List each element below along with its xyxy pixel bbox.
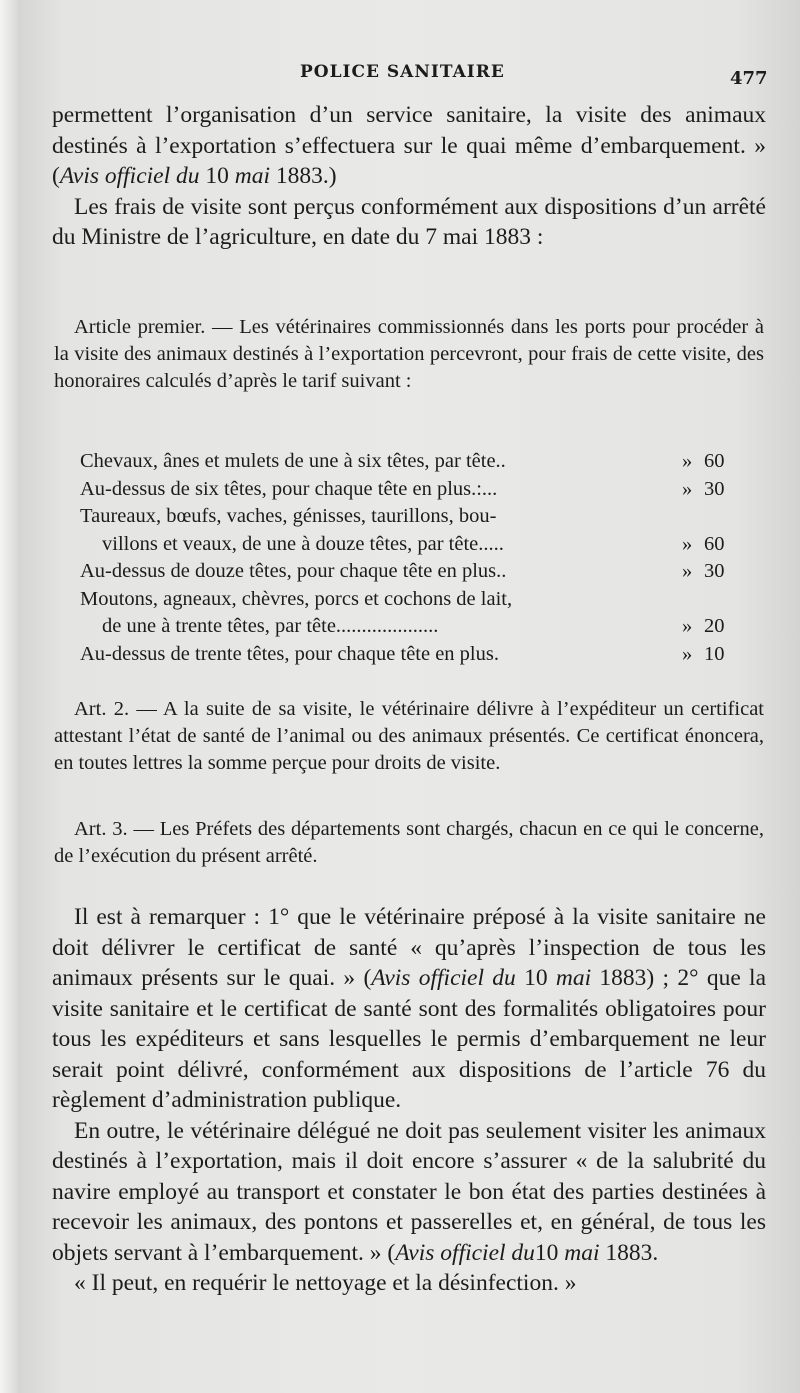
page-gutter-shadow — [0, 0, 18, 1393]
tariff-row: villons et veaux, de une à douze têtes, par tête..... » 60 — [102, 532, 725, 555]
page-number: 477 — [730, 68, 768, 89]
article-1-text: Article premier. — Les vétérinaires commissionnés dans les ports pour procéder à la visite des animaux destinés à l’exportation percevront, pour frais de cette visite, des honoraires calculés d’après le tarif suivant : — [54, 316, 764, 392]
article-2-text: Art. 2. — A la suite de sa visite, le vétérinaire délivre à l’expéditeur un certificat attestant l’état de santé de l’animal ou des animaux présentés. Ce certificat énoncera, en toutes lettres la somme perçue pour droits de visite. — [54, 698, 764, 774]
closing-text — [52, 902, 766, 1299]
article-3 — [54, 816, 764, 870]
tariff-row: de une à trente têtes, par tête.................... » 20 — [102, 615, 725, 637]
tariff-row: Au-dessus de douze têtes, pour chaque tête en plus.. » 30 — [80, 560, 725, 582]
tariff-row: Au-dessus de trente têtes, pour chaque tête en plus. » 10 — [80, 642, 725, 665]
tariff-table — [80, 448, 740, 668]
closing-paragraph-3: « Il peut, en requérir le nettoyage et la désinfection. » — [74, 1270, 577, 1296]
intro-text — [52, 100, 766, 253]
page-header — [0, 58, 800, 88]
closing-paragraph-1: Il est à remarquer : 1° que le vétérinaire préposé à la visite sanitaire ne doit délivrer le certificat de santé « qu’après l’inspection de tous les animaux présents sur le quai. » (Avis officiel du 10 mai 1883) ; 2° que la visite sanitaire et le certificat de santé sont des formalités obligatoires pour tous les expéditeurs et sans lesquelles le permis d’embarquement ne leur serait point délivré, conformément aux dispositions de l’article 76 du règlement d’administration publique. — [52, 904, 767, 1113]
running-title: POLICE SANITAIRE — [300, 62, 505, 82]
tariff-row: Taureaux, bœufs, vaches, génisses, taurillons, bou- — [80, 505, 497, 527]
tariff-row: Chevaux, ânes et mulets de une à six têtes, par tête.. » 60 — [80, 450, 725, 472]
article-2 — [54, 696, 764, 777]
article-3-text: Art. 3. — Les Préfets des départements sont chargés, chacun en ce qui le concerne, de l’exécution du présent arrêté. — [54, 818, 764, 867]
intro-paragraph-1: permettent l’organisation d’un service sanitaire, la visite des animaux destinés à l’exportation s’effectuera sur le quai même d’embarquement. » (Avis officiel du 10 mai 1883.) — [52, 102, 766, 189]
article-1 — [54, 314, 764, 395]
intro-paragraph-2: Les frais de visite sont perçus conformément aux dispositions d’un arrêté du Ministre de l’agriculture, en date du 7 mai 1883 : — [52, 193, 766, 250]
tariff-row: Au-dessus de six têtes, pour chaque tête en plus.:... » 30 — [80, 477, 725, 500]
closing-paragraph-2: En outre, le vétérinaire délégué ne doit pas seulement visiter les animaux destinés à l’exportation, mais il doit encore s’assurer « de la salubrité du navire employé au transport et constater le bon état des parties destinées à recevoir les animaux, des pontons et passerelles et, en général, de tous les objets servant à l’embarquement. » (Avis officiel du10 mai 1883. — [52, 1117, 766, 1266]
tariff-row: Moutons, agneaux, chèvres, porcs et cochons de lait, — [80, 587, 513, 610]
